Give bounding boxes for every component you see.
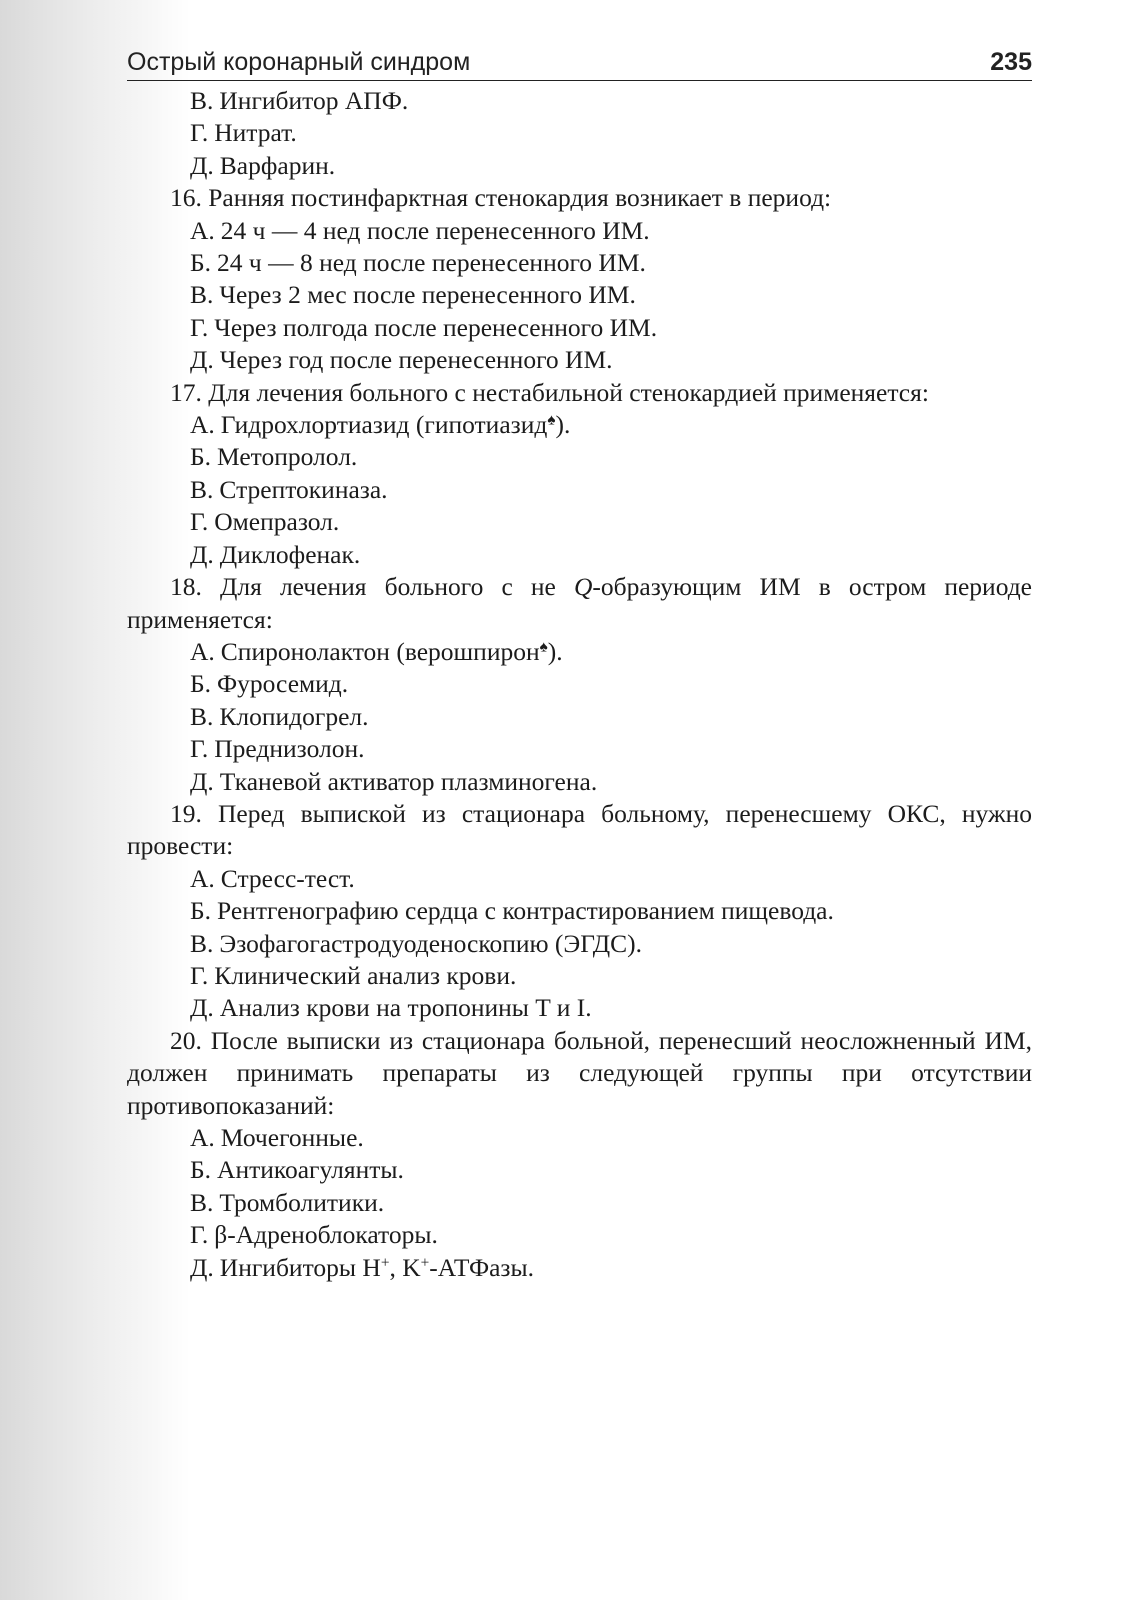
option-text-middle: , K xyxy=(389,1252,421,1282)
option xyxy=(127,668,1032,700)
option-text: Тканевой активатор плазминогена. xyxy=(219,766,598,796)
option xyxy=(127,863,1032,895)
option-text: Варфарин. xyxy=(219,150,336,180)
option xyxy=(127,506,1032,538)
option-letter: Б. xyxy=(190,248,212,278)
option-letter: А. xyxy=(190,215,215,245)
option-text: Эзофагогастродуоденоскопию (ЭГДС). xyxy=(219,928,643,958)
option-text: Мочегонные. xyxy=(220,1123,364,1152)
question-text: После выписки из стационара больной, перенесший неосложненный ИМ, должен принимать препараты из следующей группы при отсутствии противопоказаний: xyxy=(127,1025,1032,1120)
option-text: Через 2 мес после перенесенного ИМ. xyxy=(219,280,636,310)
question-text: Для лечения больного с не xyxy=(220,572,574,602)
question-text: Ранняя постинфарктная стенокардия возникает в период: xyxy=(208,183,832,213)
option-text: Омепразол. xyxy=(214,507,340,537)
option-letter: Д. xyxy=(190,993,214,1023)
option-text: Антикоагулянты. xyxy=(217,1155,404,1185)
question-16-options xyxy=(127,215,1032,377)
option-letter: Г. xyxy=(190,960,209,990)
option-text: Фуросемид. xyxy=(217,669,349,699)
option-letter: В. xyxy=(190,474,214,504)
option xyxy=(127,117,1032,149)
option-text: Спиронолактон (верошпирон xyxy=(220,636,540,666)
option-text: Клинический анализ крови. xyxy=(214,960,517,990)
option-text: Рентгенографию сердца с контрастированием пищевода. xyxy=(217,896,834,926)
option-text: Стресс-тест. xyxy=(220,863,355,893)
question-number: 16. xyxy=(170,183,202,213)
option-text: 24 ч — 8 нед после перенесенного ИМ. xyxy=(217,248,646,278)
option-letter: В. xyxy=(190,86,214,115)
running-header xyxy=(127,44,1032,81)
option xyxy=(127,1154,1032,1186)
option-text: Преднизолон. xyxy=(214,734,365,764)
option xyxy=(127,1219,1032,1251)
option-text: Метопролол. xyxy=(217,442,358,472)
option xyxy=(127,992,1032,1024)
option xyxy=(127,150,1032,182)
option-text: Гидрохлортиазид (гипотиазид xyxy=(220,410,548,440)
question-text: Для лечения больного с нестабильной стенокардией применяется: xyxy=(208,377,929,407)
option-text: Нитрат. xyxy=(214,118,297,148)
option-text-tail: -АТФазы. xyxy=(429,1252,534,1282)
question-16 xyxy=(127,182,1032,214)
option-text-tail: ). xyxy=(547,636,563,666)
option-text: Анализ крови на тропонины T и I. xyxy=(219,993,592,1023)
question-19 xyxy=(127,798,1032,863)
option-letter: Д. xyxy=(190,539,214,569)
question-17-options xyxy=(127,409,1032,571)
option-text: Ингибиторы H xyxy=(219,1252,381,1282)
option xyxy=(127,895,1032,927)
option-letter: В. xyxy=(190,280,214,310)
option-letter: В. xyxy=(190,928,214,958)
option xyxy=(127,1252,1032,1284)
option-text: Стрептокиназа. xyxy=(219,474,388,504)
option xyxy=(127,312,1032,344)
option-letter: А. xyxy=(190,1123,215,1152)
option-text-tail: ). xyxy=(555,410,571,440)
option-letter: Д. xyxy=(190,150,214,180)
option xyxy=(127,766,1032,798)
question-20 xyxy=(127,1025,1032,1122)
option-letter: Г. xyxy=(190,312,209,342)
option xyxy=(127,1187,1032,1219)
question-number: 19. xyxy=(170,798,202,828)
option xyxy=(127,701,1032,733)
option-letter: А. xyxy=(190,863,215,893)
option-letter: Г. xyxy=(190,118,209,148)
trademark-mark: ♠ xyxy=(539,638,548,656)
option-letter: Д. xyxy=(190,766,214,796)
option xyxy=(127,928,1032,960)
question-number: 20. xyxy=(170,1025,202,1055)
option-text: Диклофенак. xyxy=(219,539,361,569)
option-letter: Г. xyxy=(190,507,209,537)
book-page xyxy=(127,44,1032,1284)
option-letter: В. xyxy=(190,1187,214,1217)
question-20-options xyxy=(127,1122,1032,1284)
question-17 xyxy=(127,377,1032,409)
question-number: 17. xyxy=(170,377,202,407)
option-text: Клопидогрел. xyxy=(219,701,369,731)
option-letter: Б. xyxy=(190,896,212,926)
option xyxy=(127,441,1032,473)
option xyxy=(127,733,1032,765)
option xyxy=(127,85,1032,117)
option-letter: Д. xyxy=(190,345,214,375)
question-18 xyxy=(127,571,1032,636)
option xyxy=(127,960,1032,992)
option-letter: Д. xyxy=(190,1252,214,1282)
question-18-options xyxy=(127,636,1032,798)
superscript-plus: + xyxy=(380,1254,390,1272)
option-text: Через полгода после перенесенного ИМ. xyxy=(214,312,658,342)
page-number: 235 xyxy=(990,48,1032,76)
option xyxy=(127,539,1032,571)
option xyxy=(127,247,1032,279)
option-letter: Б. xyxy=(190,669,212,699)
option xyxy=(127,1122,1032,1154)
option-letter: Б. xyxy=(190,1155,212,1185)
question-text-italic: Q xyxy=(573,572,593,602)
question-text-rest: -образующим ИМ в остром периоде применяется: xyxy=(127,572,1033,634)
option-text: Через год после перенесенного ИМ. xyxy=(219,345,613,375)
option xyxy=(127,279,1032,311)
option xyxy=(127,215,1032,247)
option-letter: В. xyxy=(190,701,214,731)
option-letter: Г. xyxy=(190,734,209,764)
option-text: Тромболитики. xyxy=(219,1187,385,1217)
continued-options xyxy=(127,85,1032,182)
option xyxy=(127,636,1032,668)
option-letter: А. xyxy=(190,410,215,440)
question-number: 18. xyxy=(170,572,202,602)
option xyxy=(127,409,1032,441)
question-19-options xyxy=(127,863,1032,1025)
running-title: Острый коронарный синдром xyxy=(127,48,471,76)
superscript-plus: + xyxy=(420,1254,430,1272)
option-text: 24 ч — 4 нед после перенесенного ИМ. xyxy=(220,215,650,245)
option-letter: А. xyxy=(190,636,215,666)
option-letter: Г. xyxy=(190,1220,209,1250)
option-text: β-Адреноблокаторы. xyxy=(214,1220,438,1250)
option-letter: Б. xyxy=(190,442,212,472)
page-content xyxy=(127,85,1032,1284)
option xyxy=(127,344,1032,376)
question-text: Перед выпиской из стационара больному, перенесшему ОКС, нужно провести: xyxy=(127,798,1032,861)
option xyxy=(127,474,1032,506)
trademark-mark: ♠ xyxy=(547,411,556,429)
option-text: Ингибитор АПФ. xyxy=(219,86,409,115)
